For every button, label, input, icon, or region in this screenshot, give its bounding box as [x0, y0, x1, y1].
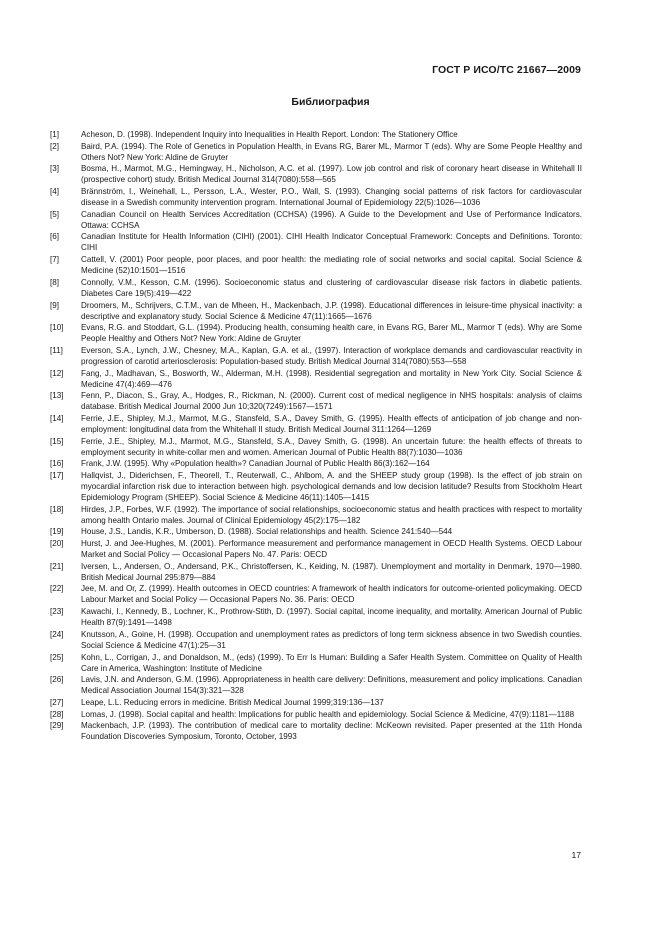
reference-text: Canadian Council on Health Services Accreditation (CCHSA) (1996). A Guide to the Development and Use of Performance Indicators. Ottawa: CCHSA	[81, 209, 582, 230]
reference-item	[50, 345, 582, 367]
reference-text: House, J.S., Landis, K.R., Umberson, D. (1988). Social relationships and health. Science 241:540—544	[81, 527, 453, 537]
reference-item	[50, 720, 582, 742]
reference-number: [18]	[50, 504, 64, 514]
reference-text: Bosma, H., Marmot, M.G., Hemingway, H., Nicholson, A.C. et al. (1997). Low job control and risk of coronary heart disease in Whitehall II (prospective cohort) study. British Medical Journal 314(7080):558—565	[81, 164, 582, 185]
reference-item	[50, 504, 582, 526]
reference-number: [10]	[50, 323, 64, 333]
reference-number: [23]	[50, 607, 64, 617]
reference-number: [25]	[50, 652, 64, 662]
reference-number: [2]	[50, 141, 59, 151]
reference-list	[50, 129, 582, 743]
reference-item	[50, 322, 582, 344]
reference-number: [13]	[50, 391, 64, 401]
reference-text: Kohn, L., Corrigan, J., and Donaldson, M., (eds) (1999). To Err Is Human: Building a Safer Health System. Committee on Quality of Health Care in America, Washington: Institute of Medicine	[81, 652, 582, 673]
reference-number: [29]	[50, 721, 64, 731]
reference-text: Mackenbach, J.P. (1993). The contribution of medical care to mortality decline: McKeown revisited. Paper presented at the 11th Honda Foundation Discoveries Symposium, Toronto, October, 1993	[81, 721, 582, 742]
reference-text: Lavis, J.N. and Anderson, G.M. (1996). Appropriateness in health care delivery: Definitions, measurement and policy implications. Canadian Medical Association Journal 154(3):321—328	[81, 675, 582, 696]
reference-number: [24]	[50, 629, 64, 639]
reference-number: [3]	[50, 164, 59, 174]
reference-number: [21]	[50, 561, 64, 571]
reference-number: [4]	[50, 187, 59, 197]
reference-text: Fang, J., Madhavan, S., Bosworth, W., Alderman, M.H. (1998). Residential segregation and mortality in New York City. Social Science & Medicine 47(4):469—476	[81, 368, 582, 389]
reference-number: [19]	[50, 527, 64, 537]
reference-item	[50, 141, 582, 163]
reference-number: [17]	[50, 471, 64, 480]
reference-item	[50, 413, 582, 435]
reference-text: Leape, L.L. Reducing errors in medicine. British Medical Journal 1999;319:136—137	[81, 697, 384, 707]
reference-number: [1]	[50, 130, 59, 139]
reference-item	[50, 458, 582, 469]
reference-item	[50, 606, 582, 628]
reference-item	[50, 652, 582, 674]
reference-item	[50, 300, 582, 322]
reference-text: Lomas, J. (1998). Social capital and health: Implications for public health and epidemiology. Social Science & Medicine, 47(9):1181—1188	[81, 709, 575, 719]
reference-item	[50, 674, 582, 696]
reference-text: Hallqvist, J., Diderichsen, F., Theorell, T., Reuterwall, C., Ahlbom, A. and the SHEEP study group (1998). Is the effect of job strain on myocardial infarction risk due to interaction between high. psychological demands and low decision latitude? Results from Stockholm Heart Epidemiology Program (SHEEP). Social Science & Medicine 46(11):1405—1415	[81, 471, 582, 502]
reference-item	[50, 390, 582, 412]
reference-item	[50, 629, 582, 651]
reference-text: Baird, P.A. (1994). The Role of Genetics in Population Health, in Evans RG, Barer ML, Marmor T (eds). Why are Some People Healthy and Others Not? New York: Aldine de Gruyter	[81, 141, 582, 162]
reference-number: [8]	[50, 277, 59, 287]
reference-text: Connolly, V.M., Kesson, C.M. (1996). Socioeconomic status and clustering of cardiovascular disease risk factors in diabetic patients. Diabetes Care 19(5):419—422	[81, 277, 582, 298]
reference-text: Brännström, I., Weinehall, L., Persson, L.A., Wester, P.O., Wall, S. (1993). Changing social patterns of risk factors for cardiovascular disease in a Swedish community intervention program. International Journal of Epidemiology 22(5):1026—1036	[81, 187, 582, 208]
reference-text: Ferrie, J.E., Shipley, M.J., Marmot, M.G., Stansfeld, S.A., Davey Smith, G. (1995). Health effects of anticipation of job change and non-employment: longitudinal data from the Whitehall II study. British Medical Journal 311:1264—1269	[81, 413, 582, 434]
reference-item	[50, 697, 582, 708]
reference-item	[50, 526, 582, 537]
reference-text: Ferrie, J.E., Shipley, M.J., Marmot, M.G., Stansfeld, S.A., Davey Smith, G. (1998). An uncertain future: the health effects of threats to employment security in white-collar men and women. American Journal of Public Health 88(7):1030—1036	[81, 436, 582, 457]
reference-number: [20]	[50, 539, 64, 549]
reference-number: [26]	[50, 675, 64, 685]
reference-item	[50, 538, 582, 560]
reference-item	[50, 186, 582, 208]
reference-number: [22]	[50, 584, 64, 594]
reference-item	[50, 583, 582, 605]
reference-number: [14]	[50, 413, 64, 423]
page-number: 17	[571, 850, 581, 860]
reference-text: Everson, S.A., Lynch, J.W., Chesney, M.A., Kaplan, G.A. et al., (1997). Interaction of workplace demands and cardiovascular reactivity in progression of carotid arteriosclerosis: Population-based study. British Medical Journal 314(7080):553—558	[81, 345, 582, 366]
reference-text: Frank, J.W. (1995). Why «Population health»? Canadian Journal of Public Health 86(3):162—164	[81, 459, 430, 469]
reference-text: Acheson, D. (1998). Independent Inquiry into Inequalities in Health Report. London: The Stationery Office	[81, 130, 458, 139]
reference-item	[50, 277, 582, 299]
reference-item	[50, 470, 582, 503]
reference-item	[50, 561, 582, 583]
reference-text: Knutsson, A., Goine, H. (1998). Occupation and unemployment rates as predictors of long term sickness absence in two Swedish counties. Social Science & Medicine 47(1):25—31	[81, 629, 582, 650]
reference-text: Fenn, P., Diacon, S., Gray, A., Hodges, R., Rickman, N. (2000). Current cost of medical negligence in NHS hospitals: analysis of claims database. British Medical Journal 2000 Jun 10;320(7249):1567—1571	[81, 391, 582, 412]
reference-item	[50, 231, 582, 253]
reference-number: [7]	[50, 255, 59, 265]
reference-number: [12]	[50, 368, 64, 378]
document-code: ГОСТ Р ИСО/ТС 21667—2009	[432, 64, 581, 76]
reference-number: [11]	[50, 345, 63, 355]
bibliography-title: Библиография	[291, 96, 370, 108]
reference-item	[50, 709, 582, 720]
reference-item	[50, 129, 582, 140]
reference-text: Evans, R.G. and Stoddart, G.L. (1994). Producing health, consuming health care, in Evans RG, Barer ML, Marmor T (eds). Why are Some People Healthy and Others Not? New York: Aldine de Gruyter	[81, 323, 582, 344]
reference-text: Canadian Institute for Health Information (CIHI) (2001). CIHI Health Indicator Conceptual Framework: Concepts and Definitions. Toronto: CIHI	[81, 232, 582, 253]
reference-number: [6]	[50, 232, 59, 242]
reference-number: [16]	[50, 459, 64, 469]
reference-text: Iversen, L., Andersen, O., Andersand, P.K., Christoffersen, K., Keiding, N. (1987). Unemployment and mortality in Denmark, 1970—1980. British Medical Journal 295:879—884	[81, 561, 582, 582]
reference-text: Droomers, M., Schrijvers, C.T.M., van de Mheen, H., Mackenbach, J.P. (1998). Educational differences in leisure-time physical inactivity: a descriptive and explanatory study. Social Science & Medicine 47(11):1665—1676	[81, 300, 582, 321]
reference-text: Kawachi, I., Kennedy, B., Lochner, K., Prothrow-Stith, D. (1997). Social capital, income inequality, and mortality. American Journal of Public Health 87(9):1491—1498	[81, 607, 582, 628]
reference-item	[50, 209, 582, 231]
reference-item	[50, 254, 582, 276]
reference-text: Hirdes, J.P., Forbes, W.F. (1992). The importance of social relationships, socioeconomic status and health practices with respect to mortality among health Ontario males. Journal of Clinical Epidemiology 45(2):175—182	[81, 504, 582, 525]
reference-item	[50, 163, 582, 185]
reference-text: Hurst, J. and Jee-Hughes, M. (2001). Performance measurement and performance management in OECD Health Systems. OECD Labour Market and Social Policy — Occasional Papers No. 47. Paris: OECD	[81, 539, 582, 560]
reference-number: [15]	[50, 436, 64, 446]
reference-text: Jee, M. and Or, Z. (1999). Health outcomes in OECD countries: A framework of health indicators for outcome-oriented policymaking. OECD Labour Market and Social Policy — Occasional Papers No. 36. Paris: OECD	[81, 584, 582, 605]
reference-number: [5]	[50, 209, 59, 219]
reference-number: [9]	[50, 300, 59, 310]
reference-text: Cattell, V. (2001) Poor people, poor places, and poor health: the mediating role of social networks and social capital. Social Science & Medicine (52)10:1501—1516	[81, 255, 582, 276]
reference-item	[50, 368, 582, 390]
reference-item	[50, 436, 582, 458]
reference-number: [27]	[50, 697, 64, 707]
reference-number: [28]	[50, 709, 64, 719]
